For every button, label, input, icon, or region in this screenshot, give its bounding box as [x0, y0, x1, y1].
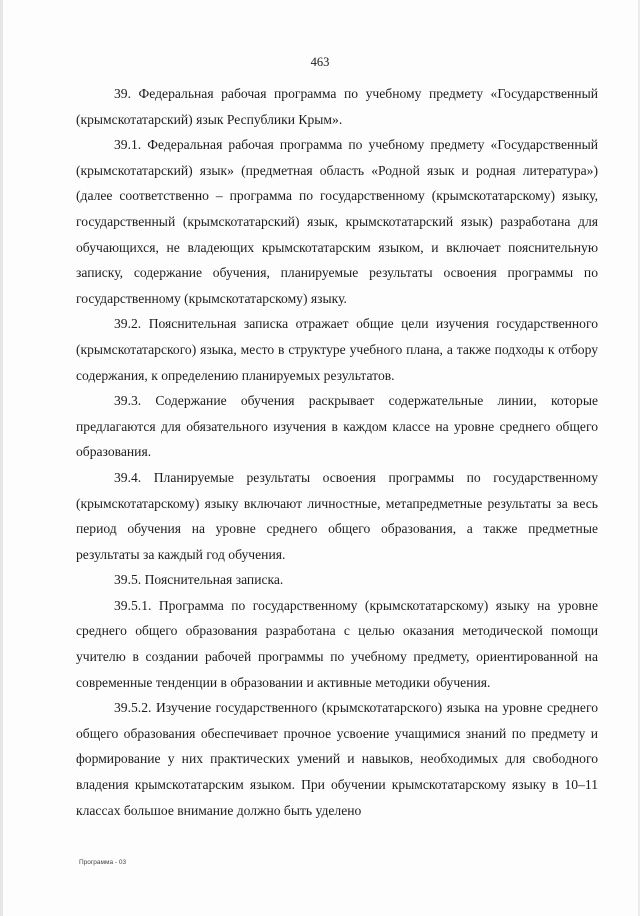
scan-edge-left: [0, 0, 3, 916]
paragraph-39-3: 39.3. Содержание обучения раскрывает содержательные линии, которые предлагаются для обязательного изучения в каждом классе на уровне среднего общего образования.: [76, 393, 598, 460]
page-number: 463: [310, 55, 330, 69]
document-body: [76, 81, 598, 823]
paragraph-39-5-1: 39.5.1. Программа по государственному (крымскотатарскому) языку на уровне среднего общего образования разработана с целью оказания методической помощи учителю в создании рабочей программы по учебному предмету, ориентированной на современные тенденции в образовании и активные методики обучения.: [76, 597, 598, 690]
paragraph-39-1: 39.1. Федеральная рабочая программа по учебному предмету «Государственный (крымскотатарский) язык» (предметная область «Родной язык и родная литература») (далее соответственно – программа по государственному (крымскотатарскому) языку, государственный (крымскотатарский) язык, крымскотатарский язык) разработана для обучающихся, не владеющих крымскотатарским языком, и включает пояснительную записку, содержание обучения, планируемые результаты освоения программы по государственному (крымскотатарскому) языку.: [76, 137, 598, 306]
paragraph-39-2: 39.2. Пояснительная записка отражает общие цели изучения государственного (крымскотатарского) языка, место в структуре учебного плана, а также подходы к отбору содержания, к определению планируемых результатов.: [76, 316, 598, 383]
footer-label: Программа - 03: [79, 859, 127, 866]
paragraph-39-4: 39.4. Планируемые результаты освоения программы по государственному (крымскотатарскому) языку включают личностные, метапредметные результаты за весь период обучения на уровне среднего общего образования, а также предметные результаты за каждый год обучения.: [76, 469, 598, 562]
paragraph-39-5: 39.5. Пояснительная записка.: [114, 572, 284, 588]
paragraph-section-39-title: 39. Федеральная рабочая программа по учебному предмету «Государственный (крымскотатарский) язык Республики Крым».: [76, 86, 598, 127]
paragraph-39-5-2: 39.5.2. Изучение государственного (крымскотатарского) языка на уровне среднего общего образования обеспечивает прочное усвоение учащимися знаний по предмету и формирование у них практических умений и навыков, необходимых для свободного владения крымскотатарским языком. При обучении крымскотатарскому языку в 10–11 классах большое внимание должно быть уделено: [76, 700, 598, 818]
